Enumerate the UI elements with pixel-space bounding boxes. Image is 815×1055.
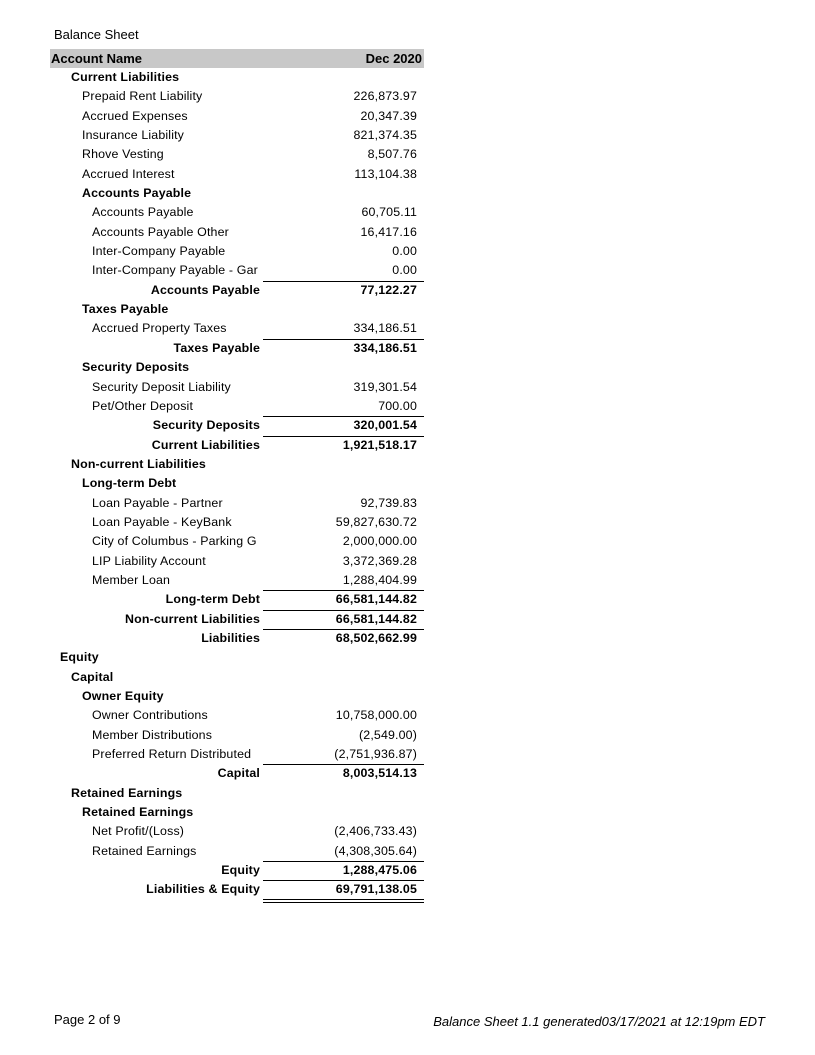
account-label: Retained Earnings — [71, 785, 183, 800]
account-label: Member Distributions — [92, 727, 213, 742]
amount-value: 10,758,000.00 — [335, 708, 417, 723]
amount-value: 59,827,630.72 — [335, 514, 417, 529]
amount-value: 700.00 — [378, 398, 417, 413]
amount-value: 3,372,369.28 — [342, 553, 417, 568]
amount-value: 68,502,662.99 — [335, 630, 417, 645]
table-body — [50, 68, 424, 900]
table-row — [50, 378, 424, 397]
account-label: Accounts Payable Other — [92, 224, 229, 239]
table-row — [50, 745, 424, 764]
table-row — [50, 145, 424, 164]
group-row — [50, 648, 424, 667]
amount-value: 334,186.51 — [353, 340, 417, 355]
group-row — [50, 358, 424, 377]
amount-value: 16,417.16 — [360, 224, 417, 239]
total-rule — [263, 880, 424, 881]
total-row — [50, 861, 424, 880]
amount-value: 1,288,475.06 — [342, 863, 417, 878]
total-rule — [263, 436, 424, 437]
table-row — [50, 319, 424, 338]
table-row — [50, 242, 424, 261]
amount-value: 1,288,404.99 — [342, 572, 417, 587]
account-label: Capital — [217, 766, 260, 781]
table-row — [50, 165, 424, 184]
amount-value: 66,581,144.82 — [335, 611, 417, 626]
account-label: Accounts Payable — [150, 282, 260, 297]
amount-value: 92,739.83 — [360, 495, 417, 510]
account-label: Loan Payable - Partner — [92, 495, 223, 510]
table-row — [50, 126, 424, 145]
total-row — [50, 281, 424, 300]
double-underline — [263, 899, 424, 903]
account-label: Accrued Expenses — [82, 108, 188, 123]
account-label: Insurance Liability — [82, 128, 185, 143]
account-label: Non-current Liabilities — [125, 611, 260, 626]
account-label: Taxes Payable — [82, 302, 169, 317]
amount-value: 66,581,144.82 — [335, 592, 417, 607]
total-rule — [263, 629, 424, 630]
total-rule — [263, 339, 424, 340]
account-label: Security Deposits — [82, 360, 190, 375]
account-label: Accrued Property Taxes — [92, 321, 227, 336]
amount-value: 69,791,138.05 — [335, 882, 417, 897]
account-label: Retained Earnings — [82, 805, 194, 820]
table-row — [50, 532, 424, 551]
account-label: Non-current Liabilities — [71, 456, 206, 471]
group-row — [50, 455, 424, 474]
table-row — [50, 842, 424, 861]
table-header — [50, 49, 424, 68]
balance-sheet-table — [50, 49, 424, 900]
account-label: Long-term Debt — [82, 476, 177, 491]
amount-value: 77,122.27 — [360, 282, 417, 297]
table-row — [50, 261, 424, 280]
group-row — [50, 784, 424, 803]
amount-value: 226,873.97 — [353, 89, 417, 104]
amount-value: (2,406,733.43) — [334, 824, 417, 839]
total-row — [50, 629, 424, 648]
account-label: Net Profit/(Loss) — [92, 824, 185, 839]
total-row — [50, 436, 424, 455]
amount-value: (2,751,936.87) — [334, 747, 417, 762]
account-label: LIP Liability Account — [92, 553, 206, 568]
account-label: Member Loan — [92, 572, 171, 587]
table-row — [50, 494, 424, 513]
table-row — [50, 87, 424, 106]
group-row — [50, 68, 424, 87]
total-row — [50, 764, 424, 783]
amount-value: 8,003,514.13 — [342, 766, 417, 781]
amount-value: 319,301.54 — [353, 379, 417, 394]
table-row — [50, 571, 424, 590]
table-row — [50, 822, 424, 841]
total-rule — [263, 861, 424, 862]
account-label: Inter-Company Payable - Gar — [92, 263, 258, 278]
account-label: Accrued Interest — [82, 166, 175, 181]
group-row — [50, 474, 424, 493]
total-rule — [263, 416, 424, 417]
group-row — [50, 687, 424, 706]
group-row — [50, 668, 424, 687]
amount-value: (2,549.00) — [359, 727, 417, 742]
group-row — [50, 300, 424, 319]
total-rule — [263, 764, 424, 765]
amount-value: 20,347.39 — [360, 108, 417, 123]
account-label: City of Columbus - Parking G — [92, 534, 257, 549]
account-label: Security Deposits — [152, 418, 260, 433]
total-row — [50, 590, 424, 609]
account-label: Inter-Company Payable — [92, 244, 226, 259]
amount-value: 0.00 — [392, 244, 417, 259]
amount-value: 60,705.11 — [361, 205, 417, 220]
table-row — [50, 726, 424, 745]
amount-value: 2,000,000.00 — [342, 534, 417, 549]
total-rule — [263, 610, 424, 611]
amount-value: 320,001.54 — [353, 418, 417, 433]
amount-value: (4,308,305.64) — [334, 843, 417, 858]
table-row — [50, 203, 424, 222]
amount-value: 334,186.51 — [353, 321, 417, 336]
account-label: Accounts Payable — [82, 186, 192, 201]
group-row — [50, 184, 424, 203]
account-label: Equity — [60, 650, 99, 665]
account-label: Security Deposit Liability — [92, 379, 231, 394]
account-label: Pet/Other Deposit — [92, 398, 194, 413]
account-label: Rhove Vesting — [82, 147, 164, 162]
account-label: Accounts Payable — [92, 205, 194, 220]
account-label: Liabilities — [201, 630, 260, 645]
total-rule — [263, 590, 424, 591]
account-label: Taxes Payable — [173, 340, 260, 355]
generated-note: Balance Sheet 1.1 generated03/17/2021 at 12:19pm EDT — [433, 1014, 765, 1029]
total-row — [50, 880, 424, 899]
amount-value: 8,507.76 — [367, 147, 417, 162]
table-row — [50, 706, 424, 725]
account-label: Retained Earnings — [92, 843, 197, 858]
amount-value: 821,374.35 — [353, 128, 417, 143]
account-label: Owner Equity — [82, 689, 164, 703]
account-label: Long-term Debt — [165, 592, 260, 607]
account-label: Current Liabilities — [71, 70, 180, 84]
column-header-account-name: Account Name — [51, 51, 143, 66]
group-row — [50, 803, 424, 822]
table-row — [50, 397, 424, 416]
total-rule — [263, 281, 424, 282]
account-label: Capital — [71, 669, 114, 684]
table-row — [50, 552, 424, 571]
total-row — [50, 339, 424, 358]
account-label: Current Liabilities — [151, 437, 260, 452]
total-row — [50, 610, 424, 629]
table-row — [50, 223, 424, 242]
report-title: Balance Sheet — [54, 27, 139, 42]
table-row — [50, 513, 424, 532]
account-label: Liabilities & Equity — [146, 882, 260, 897]
account-label: Equity — [221, 863, 260, 878]
table-row — [50, 107, 424, 126]
account-label: Preferred Return Distributed — [92, 747, 252, 762]
column-header-period: Dec 2020 — [365, 51, 422, 66]
account-label: Prepaid Rent Liability — [82, 89, 203, 104]
account-label: Owner Contributions — [92, 708, 208, 723]
amount-value: 113,104.38 — [354, 166, 417, 181]
page-number: Page 2 of 9 — [54, 1012, 121, 1027]
account-label: Loan Payable - KeyBank — [92, 514, 232, 529]
total-row — [50, 416, 424, 435]
amount-value: 0.00 — [392, 263, 417, 278]
amount-value: 1,921,518.17 — [342, 437, 417, 452]
